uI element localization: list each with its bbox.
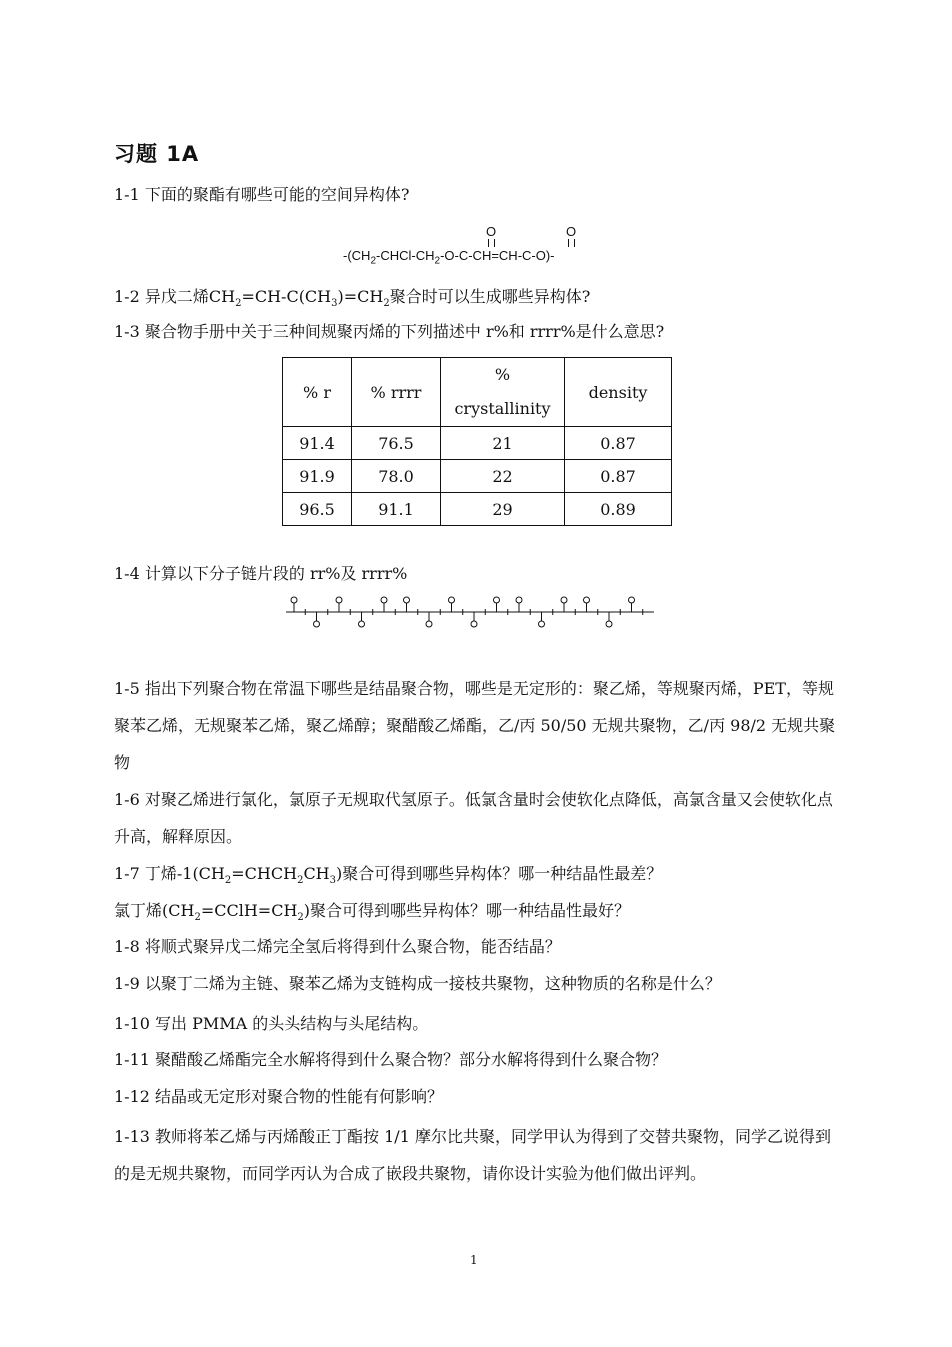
carbonyl-oxygen-1: O: [486, 224, 497, 239]
table-cell: 29: [441, 493, 565, 526]
table-row: [283, 460, 672, 493]
pendant-group-up: [381, 597, 387, 603]
pendant-group-up: [291, 597, 297, 603]
pendant-group-down: [471, 621, 477, 627]
carbonyl-oxygen-2: O: [566, 224, 577, 239]
question-1-2: 1-2 异戊二烯$CH_2=CH-C(CH_3)=CH_2$聚合时可以生成哪些异构体?: [114, 287, 591, 310]
table-cell: 96.5: [283, 493, 352, 526]
pendant-group-down: [314, 621, 320, 627]
polyester-formula: [343, 220, 613, 272]
question-1-9: 1-9 以聚丁二烯为主链、聚苯乙烯为支链构成一接枝共聚物，这种物质的名称是什么？: [114, 974, 721, 993]
table-cell: 22: [441, 460, 565, 493]
double-bond-2: [568, 239, 575, 247]
header-density: density: [565, 358, 672, 427]
question-1-8: 1-8 将顺式聚异戊二烯完全氢后将得到什么聚合物，能否结晶？: [114, 937, 561, 956]
table-cell: 0.89: [565, 493, 672, 526]
pendant-group-up: [336, 597, 342, 603]
pendant-group-down: [359, 621, 365, 627]
pendant-group-down: [539, 621, 545, 627]
question-1-5: 1-5 指出下列聚合物在常温下哪些是结晶聚合物，哪些是无定形的：聚乙烯，等规聚丙烯，PET，等规聚苯乙烯，无规聚苯乙烯，聚乙烯醇；聚醋酸乙烯酯，乙/丙 50/50 无规共聚物，乙/丙 98/2 无规共聚物: [114, 679, 836, 772]
pendant-group-up: [561, 597, 567, 603]
pendant-group-up: [516, 597, 522, 603]
page-number: 1: [470, 1253, 478, 1267]
table-cell: 0.87: [565, 427, 672, 460]
pendant-group-up: [584, 597, 590, 603]
table-row: [283, 427, 672, 460]
pendant-group-up: [449, 597, 455, 603]
table-cell: 0.87: [565, 460, 672, 493]
question-1-6: 1-6 对聚乙烯进行氯化，氯原子无规取代氢原子。低氯含量时会使软化点降低，高氯含量又会使软化点升高，解释原因。: [114, 790, 833, 846]
pendant-group-down: [606, 621, 612, 627]
question-1-7-chlorobutene: 氯丁烯$(CH_2=CClH=CH_2)$聚合可得到哪些异构体？哪一种结晶性最好？: [114, 901, 631, 924]
question-1-13: 1-13 教师将苯乙烯与丙烯酸正丁酯按 1/1 摩尔比共聚，同学甲认为得到了交替共聚物，同学乙说得到的是无规共聚物，而同学丙认为合成了嵌段共聚物，请你设计实验为他们做出评判。: [114, 1127, 831, 1183]
pendant-group-up: [404, 597, 410, 603]
question-1-10: 1-10 写出 PMMA 的头头结构与头尾结构。: [114, 1014, 429, 1033]
table-cell: 21: [441, 427, 565, 460]
double-bond-1: [488, 239, 495, 247]
pendant-group-down: [426, 621, 432, 627]
question-1-4: 1-4 计算以下分子链片段的 rr%及 rrrr%: [114, 564, 408, 583]
table-cell: 91.4: [283, 427, 352, 460]
question-1-7-butene: 1-7 丁烯$-1(CH_2=CHCH_2CH_3)$聚合可得到哪些异构体？哪一种结晶性最差？: [114, 864, 663, 887]
question-1-11: 1-11 聚醋酸乙烯酯完全水解将得到什么聚合物？部分水解将得到什么聚合物？: [114, 1050, 668, 1069]
question-1-12: 1-12 结晶或无定形对聚合物的性能有何影响？: [114, 1087, 444, 1106]
table-row: [283, 493, 672, 526]
header-r: % r: [283, 358, 352, 427]
table-cell: 91.9: [283, 460, 352, 493]
header-crystallinity: % crystallinity: [441, 358, 565, 427]
question-1-3: 1-3 聚合物手册中关于三种间规聚丙烯的下列描述中 r%和 rrrr%是什么意思?: [114, 322, 665, 341]
table-cell: 76.5: [352, 427, 441, 460]
polypropylene-table: [282, 357, 672, 526]
pendant-group-up: [629, 597, 635, 603]
table-cell: 91.1: [352, 493, 441, 526]
question-1-1: 1-1 下面的聚酯有哪些可能的空间异构体?: [114, 185, 410, 204]
table-header-row: [283, 358, 672, 427]
table-cell: 78.0: [352, 460, 441, 493]
header-rrrr: % rrrr: [352, 358, 441, 427]
page-title: 习题 1A: [114, 142, 200, 166]
polymer-repeat-unit: $-(CH_2-CHCl-CH_2-O-C-CH=CH-C-O)-$: [343, 248, 555, 267]
pendant-group-up: [494, 597, 500, 603]
polymer-chain-diagram: [286, 592, 666, 634]
